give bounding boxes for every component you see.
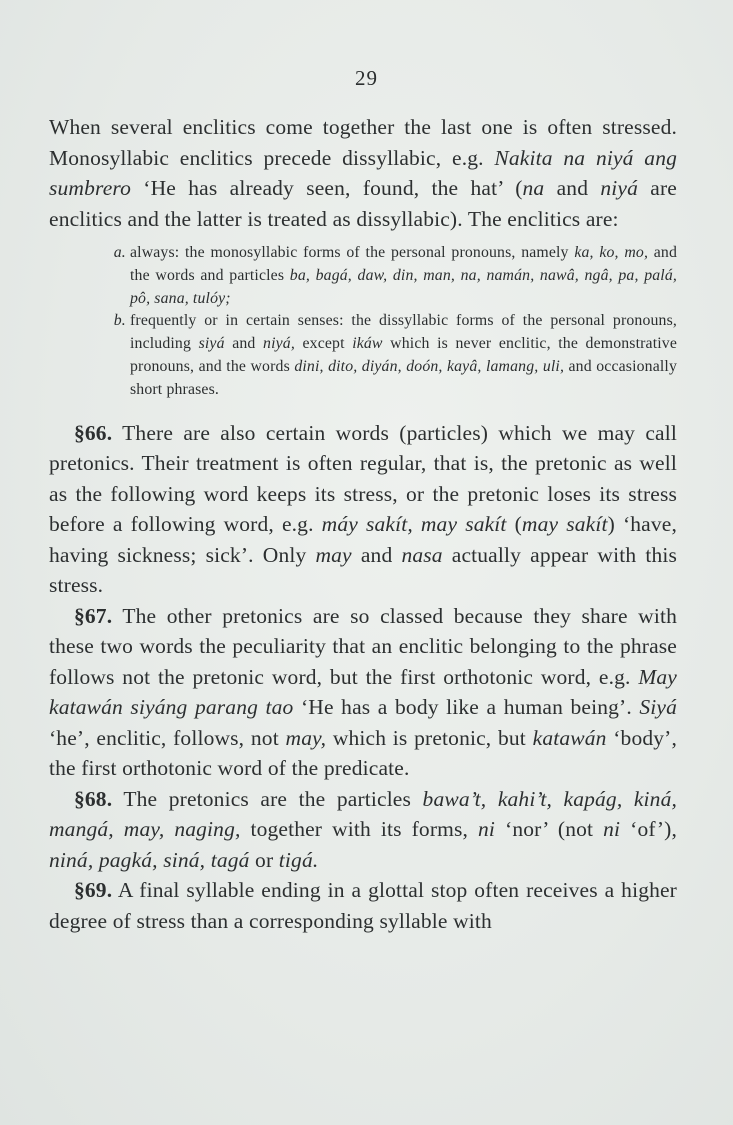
example-words: bawa’t, kahi’t, kapág, kiná, mangá, may, naging, (49, 786, 677, 842)
section-number: §67. (74, 603, 113, 628)
example-words: niná, pagká, siná, tagá (49, 847, 250, 872)
page-number: 29 (355, 66, 378, 90)
example-phrase: may sakít (521, 512, 608, 537)
example-word: tigá. (278, 847, 319, 872)
section-number: §68. (74, 786, 113, 811)
list-item-b: b. frequently or in certain senses: the dissyllabic forms of the personal pronouns, including siyá and niyá, except ikáw which is never enclitic, the demonstrative pronouns, and the words dini, dito, diyán, doón, kayâ, lamang, uli, and occasionally short phrases. (113, 312, 677, 398)
list-item-a: a. always: the monosyllabic forms of the personal pronouns, namely ka, ko, mo, and the words and particles ba, bagá, daw, din, man, na, namán, nawâ, ngâ, pa, palá, pô, sana, tulóy; (113, 244, 678, 307)
example-word: katawán (532, 725, 607, 750)
example-word: ni (478, 817, 496, 842)
text-body (49, 112, 677, 936)
example-word: nasa (401, 542, 443, 567)
example-phrase: Nakita na niyá ang sumbrero (49, 145, 677, 200)
list-label: a. (113, 244, 126, 261)
example-word: ni (603, 817, 621, 842)
example-word: niyá, (263, 335, 295, 353)
example-words: dini, dito, diyán, doón, kayâ, lamang, uli, (294, 357, 565, 375)
example-word: na (522, 176, 545, 200)
section-number: §69. (74, 878, 113, 903)
text-run: When several enclitics come together the last one is often stressed. Monosyllabic enclitics precede dissyllabic, e.g. (49, 115, 677, 170)
text-run: are enclitics and the latter is treated as dissyllabic). The enclitics are: (49, 176, 677, 231)
paragraph-enclitics (49, 112, 677, 234)
example-phrase: máy sakít, may sakít (321, 512, 507, 537)
example-word: ikáw (352, 335, 383, 353)
enclitic-list (49, 242, 677, 402)
section-number: §66. (74, 420, 113, 445)
example-words: ka, ko, mo, (574, 244, 649, 261)
example-word: Siyá (639, 695, 677, 720)
section-69: §69. A final syllable ending in a glottal stop often receives a higher degree of stress than a corresponding syllable with (49, 878, 677, 933)
example-words: ba, bagá, daw, din, man, na, namán, nawâ, ngâ, pa, palá, pô, sana, tulóy; (130, 266, 677, 307)
example-phrase: May katawán siyáng parang tao (49, 664, 677, 720)
text-run: and (544, 176, 601, 200)
example-word: siyá (198, 335, 225, 353)
example-word: may (315, 542, 352, 567)
list-label: b. (113, 312, 126, 330)
example-word: niyá (600, 176, 639, 200)
text-run: ‘He has already seen, found, the hat’ ( (131, 176, 523, 200)
section-67: §67. The other pretonics are so classed because they share with these two words the peculiarity that an enclitic belonging to the phrase follows not the pretonic word, but the first orthotonic word, e.g. May katawán siyáng parang tao ‘He has a body like a human being’. Siyá ‘he’, enclitic, follows, not may, which is pretonic, but katawán ‘body’, the first orthotonic word of the predicate. (49, 603, 677, 781)
section-68: §68. The pretonics are the particles bawa’t, kahi’t, kapág, kiná, mangá, may, naging, together with its forms, ni ‘nor’ (not ni ‘of’), niná, pagká, siná, tagá or tigá. (49, 786, 677, 872)
example-word: may, (285, 725, 327, 750)
section-66: §66. There are also certain words (particles) which we may call pretonics. Their treatment is often regular, that is, the pretonic as well as the following word keeps its stress, or the pretonic loses its stress before a following word, e.g. máy sakít, may sakít (may sakít) ‘have, having sickness; sick’. Only may and nasa actually appear with this stress. (49, 420, 677, 598)
